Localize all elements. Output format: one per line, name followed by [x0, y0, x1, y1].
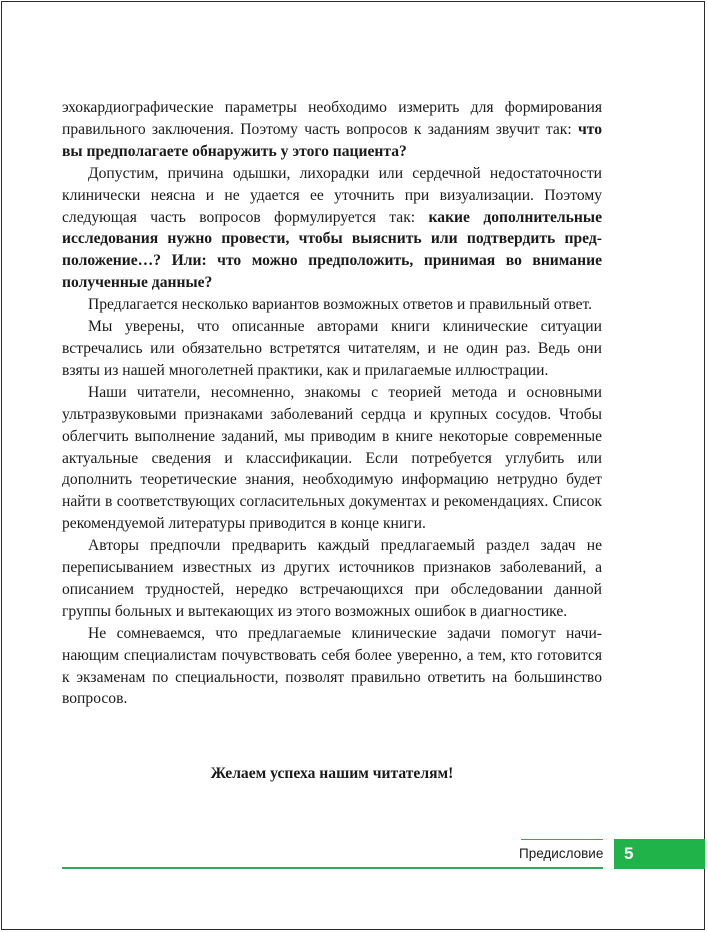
paragraph-6 — [62, 535, 602, 623]
paragraph-5-text: Наши читатели, несомненно, знакомы с теорией метода и основными ультразвуковыми признаками заболеваний сердца и крупных сосудов. Чтобы облегчить выполнение заданий, мы приводим в книге некоторые современные актуальные сведения и классификации. Если потребуется углубить или дополнить теоретические знания, необходимую информацию нетрудно будет найти в соответствующих согласительных документах и рекомендациях. Список рекомендуемой литературы приводится в конце книги. — [62, 383, 602, 533]
paragraph-4 — [62, 316, 602, 382]
paragraph-2-text: Допустим, причина одышки, лихорадки или сердечной недостаточности клинически неясна и не удается ее уточнить при визуализации. Поэтому следующая часть вопросов формулируется так: — [62, 164, 602, 226]
paragraph-4-text: Мы уверены, что описанные авторами книги клинические ситуации встречались или обязательно встретятся читателям, и не один раз. Ведь они взяты из нашей многолетней практики, как и прилагаемые иллюстрации. — [62, 318, 602, 379]
paragraph-1-text: эхокардиографические параметры необходимо измерить для формирования правильного заключения. Поэтому часть вопросов к заданиям звучит так: — [62, 99, 602, 138]
paragraph-1-question: что вы предполагаете обнаружить у этого пациента? — [62, 120, 602, 160]
page-number-badge — [614, 839, 705, 869]
body-text — [62, 97, 602, 710]
footer-title-rule — [521, 839, 603, 840]
paragraph-6-text: Авторы предпочли предварить каждый предлагаемый раздел задач не переписыванием известных из других источников признаков заболеваний, а описанием трудностей, нередко встречающихся при обследовании данной группы больных и вытекающих из этого возможных ошибок в диагностике. — [62, 537, 602, 620]
paragraph-2 — [62, 163, 602, 294]
paragraph-7 — [62, 623, 602, 711]
closing-wish: Желаем успеха нашим читателям! — [210, 765, 454, 782]
page-number: 5 — [624, 844, 634, 863]
paragraph-5 — [62, 382, 602, 535]
paragraph-3-text: Предлагается несколько вариантов возможных ответов и правильный ответ. — [88, 296, 593, 314]
footer-section-title: Предисловие — [519, 846, 604, 861]
paragraph-1 — [62, 97, 602, 163]
footer-rule — [62, 867, 603, 869]
paragraph-7-text: Не сомневаемся, что предлагаемые клинические задачи помогут начинающим специалистам почувствовать себя более уверенно, а тем, кто готовится к экзаменам по специальности, позволят правильно ответить на большинство вопросов. — [62, 624, 602, 708]
paragraph-3 — [62, 294, 602, 316]
paragraph-2-question: какие дополнительные исследования нужно провести, чтобы выяснить или подтвердить предположение…? Или: что можно предположить, принимая во внимание полученные данные? — [62, 208, 602, 292]
